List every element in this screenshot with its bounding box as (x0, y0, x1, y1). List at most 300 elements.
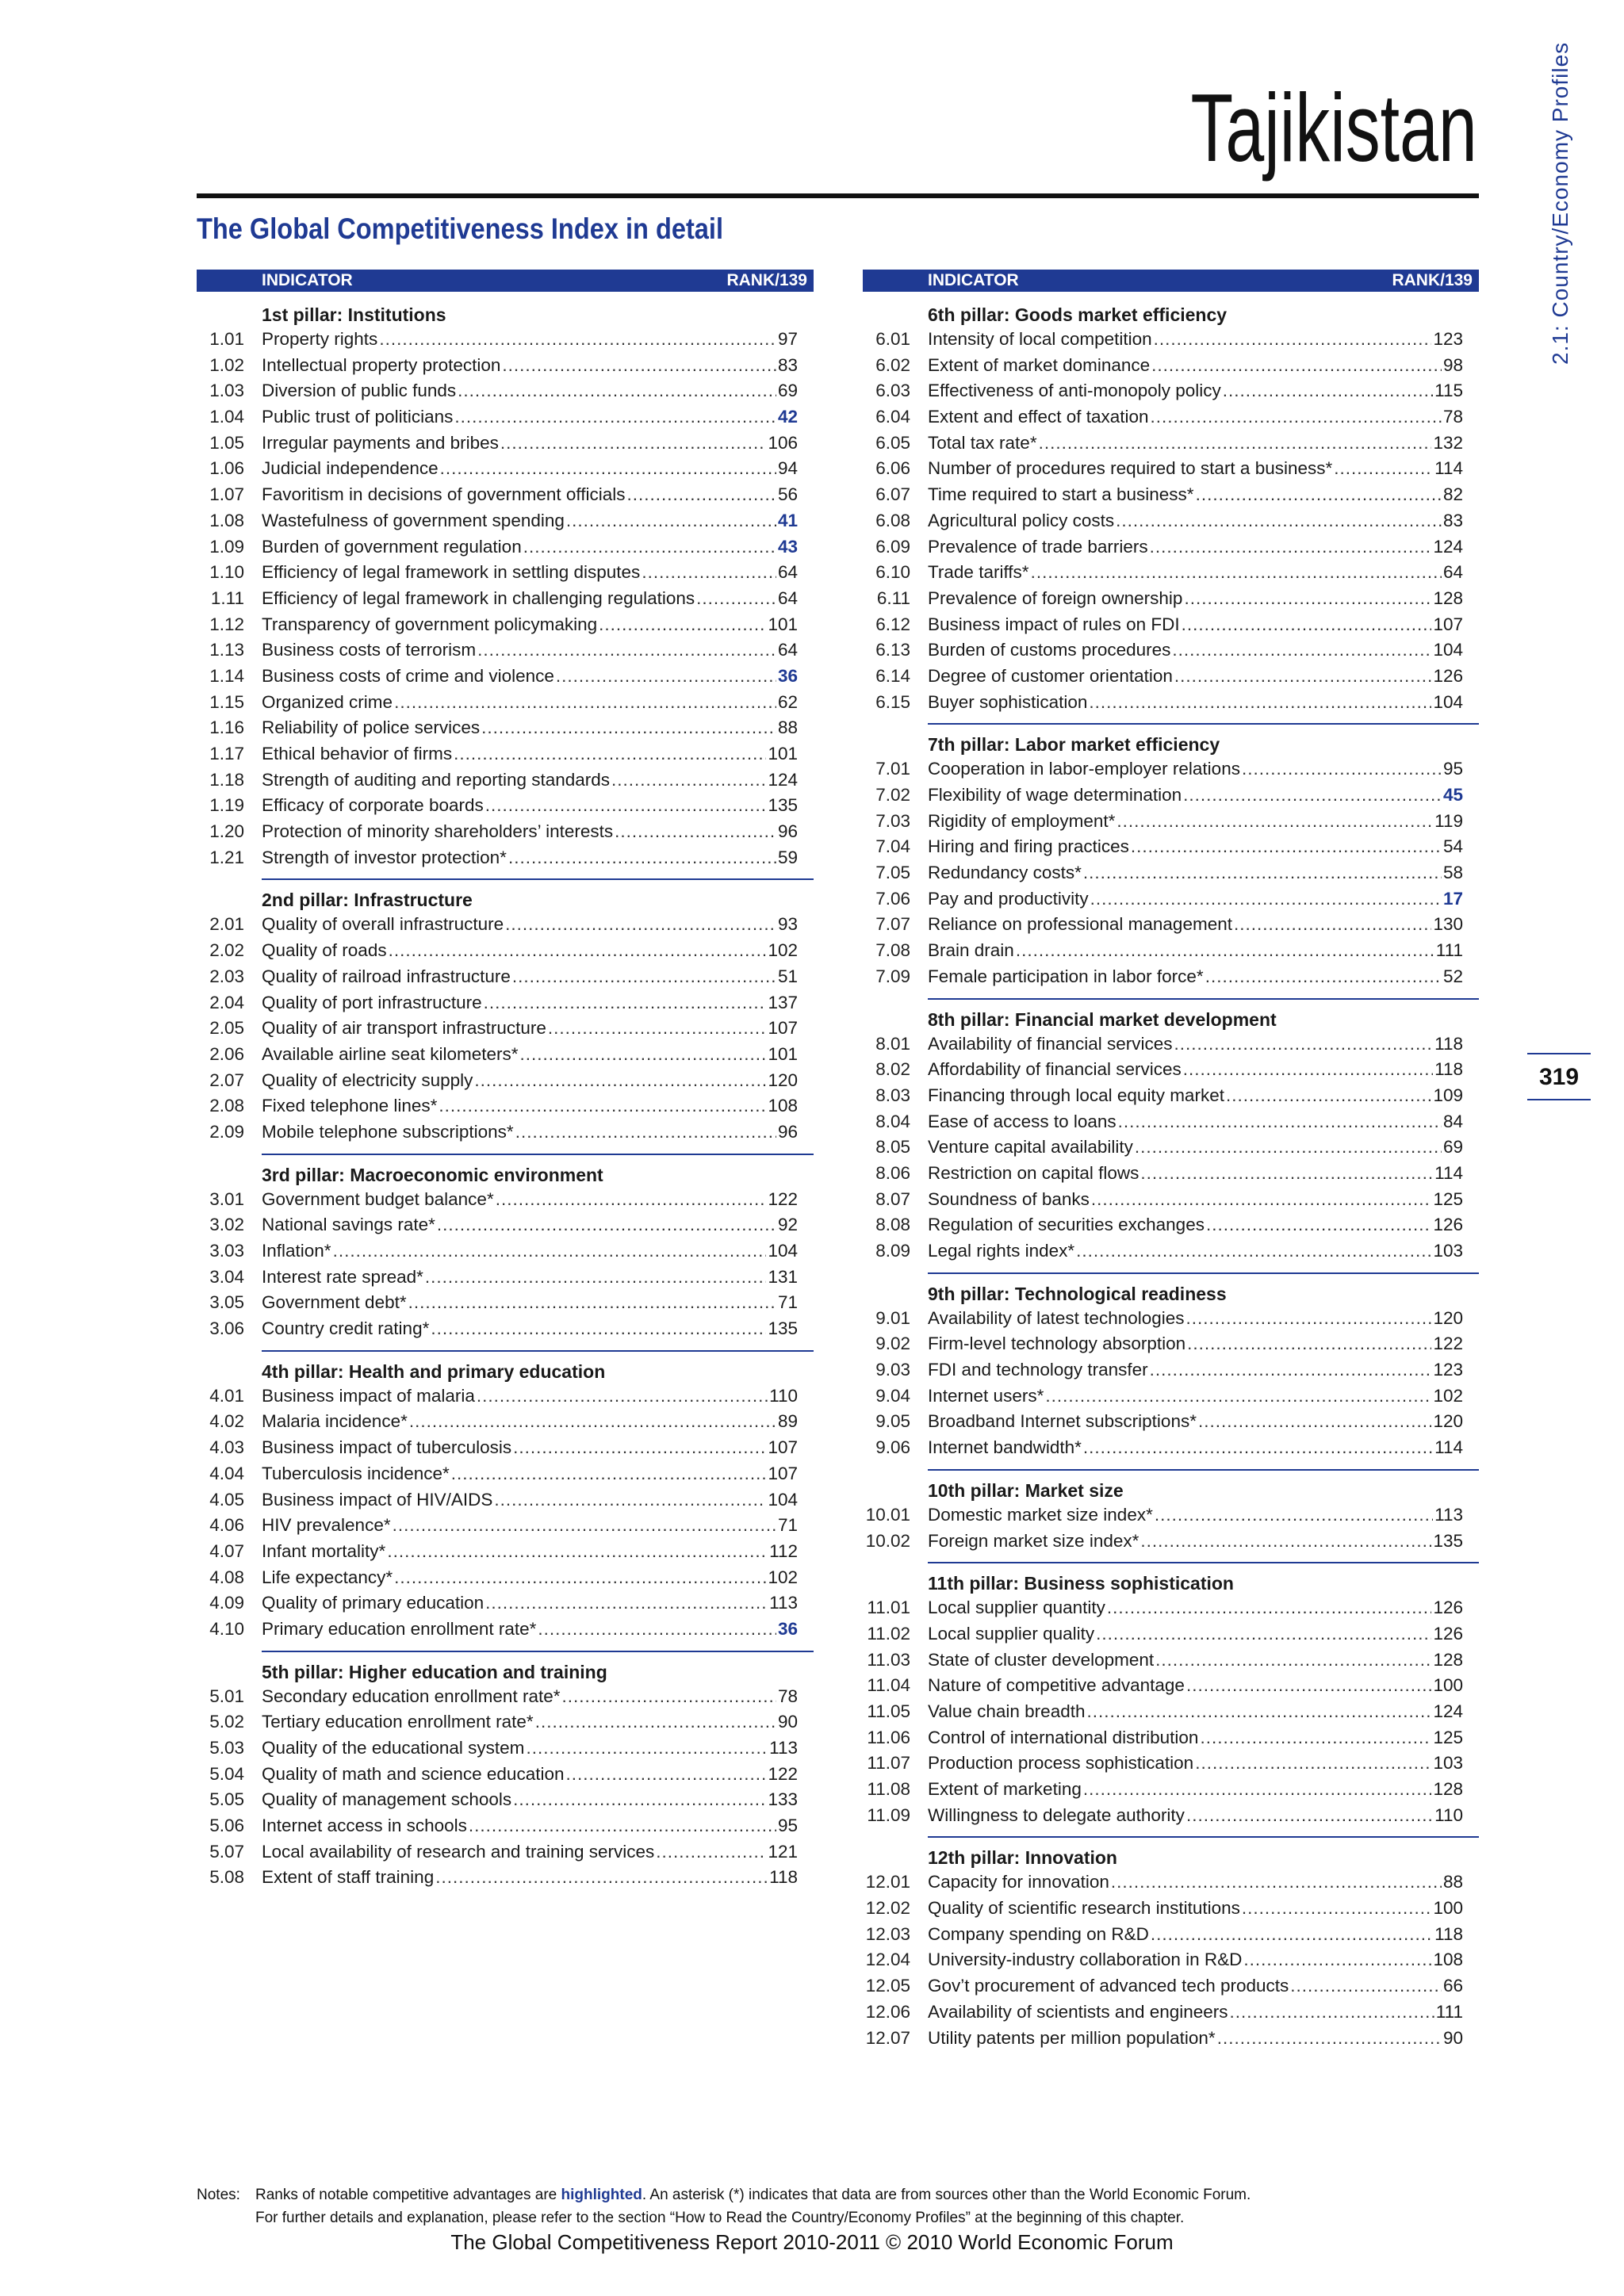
notes-text: . An asterisk (*) indicates that data are from sources other than the World Economic Forum. (642, 2187, 1251, 2203)
pillar-title: 10th pillar: Market size (928, 1479, 1124, 1501)
indicator-name: Quality of primary education (262, 1593, 485, 1613)
indicator-number: 9.01 (875, 1307, 910, 1328)
indicator-name: Availability of latest technologies (928, 1307, 1185, 1328)
indicator-name: Business impact of tuberculosis (262, 1437, 512, 1458)
indicator-name: Soundness of banks (928, 1188, 1090, 1209)
dot-leader (696, 586, 776, 612)
dot-leader (548, 1016, 767, 1042)
indicator-rank-highlighted: 17 (1442, 888, 1463, 909)
indicator-number: 1.13 (209, 640, 244, 660)
indicator-number: 1.16 (209, 718, 244, 738)
dot-leader (333, 1238, 767, 1265)
indicator-name: Infant mortality* (262, 1540, 386, 1561)
indicator-number: 7.04 (875, 836, 910, 857)
indicator-rank: 78 (1442, 407, 1463, 427)
pillar-section (867, 1562, 1479, 1828)
notes-label: Notes: (197, 2187, 240, 2203)
dot-leader (1116, 508, 1442, 534)
indicator-number: 2.02 (209, 940, 244, 961)
indicator-name: Domestic market size index* (928, 1504, 1153, 1525)
indicator-name: Extent of marketing (928, 1779, 1082, 1799)
indicator-rank: 51 (777, 966, 798, 986)
indicator-row (863, 1647, 1479, 1674)
indicator-name: Inflation* (262, 1241, 331, 1261)
indicator-rank: 113 (1434, 1504, 1463, 1525)
indicator-row (197, 845, 814, 871)
indicator-number: 1.05 (209, 432, 244, 453)
indicator-rank: 101 (768, 1043, 798, 1064)
indicator-number: 1.01 (209, 329, 244, 349)
pillar-title: 4th pillar: Health and primary education (262, 1360, 606, 1382)
indicator-number: 7.01 (875, 759, 910, 779)
indicator-number: 5.08 (209, 1867, 244, 1888)
dot-leader (538, 1617, 776, 1643)
indicator-row (863, 482, 1479, 508)
indicator-rank: 92 (777, 1215, 798, 1235)
indicator-rank: 120 (1433, 1307, 1463, 1328)
dot-leader (485, 1590, 768, 1617)
indicator-name: Foreign market size index* (928, 1530, 1139, 1551)
indicator-number: 1.18 (209, 769, 244, 790)
indicator-row (197, 793, 814, 819)
indicator-name: Country credit rating* (262, 1318, 430, 1339)
indicator-number: 1.11 (210, 587, 244, 608)
indicator-number: 8.02 (875, 1059, 910, 1080)
indicator-name: Quality of scientific research institutions (928, 1898, 1240, 1919)
dot-leader (1096, 1621, 1431, 1647)
indicator-rank: 103 (1433, 1241, 1463, 1261)
indicator-rank: 95 (1442, 759, 1463, 779)
indicator-name: Quality of electricity supply (262, 1070, 473, 1090)
indicator-rank: 64 (777, 562, 798, 583)
dot-leader (437, 1212, 776, 1238)
indicator-rank: 54 (1442, 836, 1463, 857)
indicator-rank-highlighted: 42 (777, 407, 798, 427)
dot-leader (627, 482, 776, 508)
indicator-rank: 93 (777, 914, 798, 935)
indicator-name: Reliability of police services (262, 718, 481, 738)
indicator-row (197, 1684, 814, 1710)
indicator-name: Irregular payments and bribes (262, 432, 499, 453)
dot-leader (393, 1513, 776, 1539)
indicator-rank: 78 (777, 1686, 798, 1706)
dot-leader (1135, 1135, 1442, 1161)
indicator-name: Quality of management schools (262, 1789, 512, 1810)
indicator-rank: 118 (1434, 1923, 1463, 1944)
indicator-name: Intensity of local competition (928, 329, 1152, 349)
indicator-number: 9.04 (875, 1385, 910, 1406)
indicator-name: Reliance on professional management (928, 914, 1232, 935)
dot-leader (1182, 612, 1432, 638)
indicator-number: 2.03 (209, 966, 244, 986)
indicator-rank: 122 (768, 1763, 798, 1784)
indicator-name: Internet access in schools (262, 1816, 467, 1836)
indicator-rank: 112 (769, 1540, 798, 1561)
indicator-name: Business costs of crime and violence (262, 665, 554, 686)
indicator-name: Government budget balance* (262, 1188, 494, 1209)
notes-line-1 (197, 2183, 1251, 2206)
indicator-row (863, 834, 1479, 860)
indicator-rank: 102 (768, 1567, 798, 1587)
indicator-name: Burden of customs procedures (928, 640, 1171, 660)
dot-leader (1226, 1083, 1432, 1109)
indicator-name: Venture capital availability (928, 1137, 1133, 1158)
indicator-rank: 118 (1434, 1059, 1463, 1080)
dot-leader (1183, 1057, 1433, 1083)
indicator-row (197, 456, 814, 482)
indicator-row (197, 353, 814, 379)
indicator-rank: 71 (777, 1515, 798, 1536)
indicator-row (197, 1042, 814, 1068)
indicator-rank: 133 (768, 1789, 798, 1810)
dot-leader (477, 1383, 768, 1410)
dot-leader (1186, 1306, 1432, 1332)
indicator-rank: 103 (1433, 1753, 1463, 1774)
page-number: 319 (1538, 1064, 1580, 1090)
indicator-row (863, 327, 1479, 353)
indicator-name: FDI and technology transfer (928, 1360, 1148, 1380)
indicator-name: Flexibility of wage determination (928, 785, 1182, 805)
indicator-row (863, 1896, 1479, 1922)
dot-leader (1140, 1529, 1431, 1555)
dot-leader (1217, 2026, 1442, 2052)
indicator-rank: 120 (1433, 1411, 1463, 1432)
indicator-name: Quality of roads (262, 940, 387, 961)
dot-leader (1206, 1212, 1431, 1238)
indicator-name: Time required to start a business* (928, 484, 1194, 505)
indicator-name: Mobile telephone subscriptions* (262, 1121, 514, 1142)
dot-leader (1195, 1751, 1431, 1777)
indicator-name: Local availability of research and training services (262, 1841, 655, 1862)
indicator-number: 8.06 (875, 1162, 910, 1183)
indicator-rank: 64 (1442, 562, 1463, 583)
right-column (863, 270, 1479, 2051)
dot-leader (408, 1290, 776, 1316)
indicator-name: Company spending on R&D (928, 1923, 1149, 1944)
indicator-number: 1.17 (209, 744, 244, 763)
country-title: Tajikistan (1190, 74, 1477, 182)
indicator-row (863, 964, 1479, 990)
indicator-rank: 121 (768, 1841, 798, 1862)
dot-leader (566, 508, 776, 534)
right-pillars (863, 303, 1479, 2051)
dot-leader (458, 378, 776, 404)
indicator-number: 6.08 (875, 510, 910, 530)
indicator-row (197, 1513, 814, 1539)
indicator-row (863, 612, 1479, 638)
indicator-number: 5.04 (209, 1763, 244, 1784)
indicator-name: Quality of the educational system (262, 1738, 525, 1758)
indicator-row (197, 1316, 814, 1342)
indicator-rank: 62 (777, 691, 798, 712)
indicator-rank: 108 (1433, 1950, 1463, 1970)
indicator-row (197, 1238, 814, 1265)
indicator-rank: 111 (1435, 940, 1463, 961)
indicator-rank-highlighted: 43 (777, 536, 798, 557)
indicator-rank: 110 (769, 1385, 798, 1406)
indicator-name: Pay and productivity (928, 888, 1089, 909)
indicator-name: Tertiary education enrollment rate* (262, 1712, 534, 1732)
indicator-name: Ease of access to loans (928, 1111, 1116, 1131)
dot-leader (1151, 404, 1442, 430)
indicator-rank: 101 (768, 614, 798, 634)
dot-leader (1045, 1383, 1431, 1410)
indicator-number: 4.05 (209, 1489, 244, 1510)
indicator-row (197, 819, 814, 845)
indicator-name: Extent of market dominance (928, 354, 1151, 375)
section-side-label: 2.1: Country/Economy Profiles (1548, 41, 1572, 365)
indicator-number: 1.08 (209, 510, 244, 530)
indicator-row (863, 690, 1479, 716)
pillar-section (209, 1651, 814, 1892)
indicator-number: 2.09 (209, 1121, 244, 1142)
dot-leader (1242, 1896, 1432, 1922)
indicator-rank-highlighted: 41 (777, 510, 798, 530)
indicator-name: Life expectancy* (262, 1567, 393, 1587)
dot-leader (508, 845, 776, 871)
indicator-row (863, 1238, 1479, 1265)
indicator-row (197, 637, 814, 664)
indicator-number: 1.19 (209, 795, 244, 816)
indicator-rank: 96 (777, 1121, 798, 1142)
indicator-row (863, 508, 1479, 534)
pillar-title: 9th pillar: Technological readiness (928, 1283, 1227, 1304)
indicator-row (863, 1803, 1479, 1829)
indicator-number: 11.09 (867, 1804, 910, 1825)
indicator-row (863, 353, 1479, 379)
indicator-name: Value chain breadth (928, 1701, 1086, 1721)
indicator-rank: 104 (1433, 640, 1463, 660)
indicator-name: State of cluster development (928, 1649, 1155, 1670)
pillar-title: 11th pillar: Business sophistication (928, 1573, 1234, 1594)
pillar-title: 3rd pillar: Macroeconomic environment (262, 1164, 603, 1185)
indicator-number: 7.08 (875, 940, 910, 961)
indicator-number: 12.05 (865, 1976, 910, 1996)
indicator-name: Business impact of rules on FDI (928, 614, 1180, 634)
indicator-row (197, 1617, 814, 1643)
indicator-number: 11.03 (867, 1649, 910, 1670)
indicator-rank: 130 (1433, 914, 1463, 935)
pillar-section (865, 1469, 1479, 1554)
indicator-rank: 97 (777, 329, 798, 349)
dot-leader (454, 404, 776, 430)
indicator-row (863, 1161, 1479, 1187)
footer: The Global Competitiveness Report 2010-2011 © 2010 World Economic Forum (450, 2230, 1174, 2254)
indicator-rank: 122 (768, 1188, 798, 1209)
indicator-number: 3.05 (209, 1292, 244, 1313)
indicator-row (197, 1865, 814, 1891)
indicator-number: 6.12 (875, 614, 910, 634)
indicator-row (197, 1461, 814, 1487)
dot-leader (502, 353, 776, 379)
indicator-name: Legal rights index* (928, 1241, 1075, 1261)
indicator-row (863, 1673, 1479, 1699)
dot-leader (1016, 938, 1434, 964)
indicator-name: Local supplier quality (928, 1623, 1095, 1644)
indicator-row (863, 886, 1479, 913)
indicator-name: Trade tariffs* (928, 562, 1029, 583)
dot-leader (484, 990, 767, 1016)
indicator-number: 3.01 (209, 1188, 244, 1209)
dot-leader (474, 1068, 766, 1094)
page-number-block (1527, 1053, 1591, 1100)
indicator-number: 2.04 (209, 992, 244, 1012)
dot-leader (512, 964, 776, 990)
indicator-row (197, 1409, 814, 1435)
dot-leader (1223, 378, 1433, 404)
indicator-rank: 135 (768, 1318, 798, 1339)
column-header (197, 270, 814, 292)
indicator-rank: 82 (1442, 484, 1463, 505)
pillar-section (209, 1154, 814, 1342)
indicator-name: Total tax rate* (928, 432, 1037, 453)
dot-leader (1086, 1699, 1431, 1725)
indicator-row (197, 664, 814, 690)
dot-leader (1151, 353, 1442, 379)
indicator-name: Efficacy of corporate boards (262, 795, 484, 816)
indicator-rank: 96 (777, 821, 798, 842)
indicator-row (863, 1947, 1479, 1973)
section-title: The Global Competitiveness Index in detail (197, 212, 724, 245)
dot-leader (1107, 1595, 1432, 1621)
dot-leader (1076, 1238, 1431, 1265)
indicator-row (863, 1725, 1479, 1751)
indicator-rank: 56 (777, 484, 798, 505)
indicator-rank: 124 (768, 769, 798, 790)
pillar-title: 5th pillar: Higher education and training (262, 1661, 607, 1682)
indicator-number: 3.02 (209, 1215, 244, 1235)
indicator-number: 10.02 (865, 1530, 910, 1551)
indicator-row (863, 1869, 1479, 1896)
indicator-row (863, 1621, 1479, 1647)
pillar-title: 8th pillar: Financial market development (928, 1008, 1277, 1030)
indicator-rank: 125 (1433, 1727, 1463, 1747)
indicator-rank: 90 (777, 1712, 798, 1732)
indicator-number: 5.06 (209, 1816, 244, 1836)
dot-leader (1116, 809, 1433, 835)
dot-leader (394, 690, 776, 716)
indicator-rank: 102 (1433, 1385, 1463, 1406)
indicator-row (197, 767, 814, 794)
indicator-rank: 104 (768, 1489, 798, 1510)
pillar-section (863, 303, 1479, 715)
indicator-row (197, 1119, 814, 1146)
pillar-section (209, 1350, 814, 1643)
indicator-rank: 52 (1442, 966, 1463, 986)
dot-leader (1200, 1725, 1431, 1751)
indicator-row (197, 404, 814, 430)
indicator-rank: 135 (768, 795, 798, 816)
dot-leader (1151, 1922, 1433, 1948)
indicator-rank: 122 (1433, 1334, 1463, 1354)
indicator-rank: 114 (1434, 458, 1463, 479)
dot-leader (439, 1093, 766, 1119)
indicator-rank: 109 (1433, 1085, 1463, 1105)
indicator-number: 7.05 (875, 863, 910, 883)
indicator-number: 6.07 (875, 484, 910, 505)
indicator-row (197, 1016, 814, 1042)
dot-leader (1230, 1999, 1434, 2026)
indicator-name: Tuberculosis incidence* (262, 1463, 450, 1483)
indicator-rank: 101 (768, 744, 798, 763)
dot-leader (1184, 586, 1431, 612)
indicator-rank: 113 (769, 1593, 798, 1613)
indicator-rank: 111 (1435, 2001, 1463, 2022)
indicator-rank: 110 (1434, 1804, 1463, 1825)
indicator-rank: 113 (769, 1738, 798, 1758)
indicator-name: Internet users* (928, 1385, 1044, 1406)
dot-leader (561, 1684, 776, 1710)
dot-leader (1140, 1161, 1433, 1187)
indicator-number: 11.08 (867, 1779, 910, 1799)
pillar-section (865, 1836, 1479, 2051)
indicator-number: 8.08 (875, 1215, 910, 1235)
indicator-name: Quality of math and science education (262, 1763, 565, 1784)
dot-leader (1111, 1869, 1442, 1896)
dot-leader (431, 1316, 766, 1342)
indicator-number: 5.03 (209, 1738, 244, 1758)
indicator-name: National savings rate* (262, 1215, 435, 1235)
indicator-number: 1.03 (209, 381, 244, 401)
dot-leader (485, 793, 767, 819)
pillar-section (875, 998, 1479, 1265)
indicator-name: Quality of overall infrastructure (262, 914, 504, 935)
indicator-row (863, 1922, 1479, 1948)
indicator-row (863, 2026, 1479, 2052)
indicator-row (863, 783, 1479, 809)
indicator-row (863, 1999, 1479, 2026)
indicator-number: 6.15 (875, 691, 910, 712)
indicator-row (863, 1529, 1479, 1555)
indicator-name: Willingness to delegate authority (928, 1804, 1185, 1825)
dot-leader (523, 534, 776, 561)
notes-highlight-word: highlighted (561, 2187, 642, 2203)
indicator-rank: 69 (1442, 1137, 1463, 1158)
dot-leader (379, 327, 776, 353)
indicator-name: Effectiveness of anti-monopoly policy (928, 381, 1221, 401)
indicator-rank: 83 (1442, 510, 1463, 530)
indicator-name: Interest rate spread* (262, 1266, 423, 1287)
indicator-name: Utility patents per million population* (928, 2027, 1216, 2048)
indicator-number: 8.05 (875, 1137, 910, 1158)
indicator-number: 6.03 (875, 381, 910, 401)
indicator-number: 4.02 (209, 1411, 244, 1432)
dot-leader (469, 1813, 776, 1839)
indicator-name: Hiring and firing practices (928, 836, 1129, 857)
dot-leader (435, 1865, 768, 1891)
pillar-title: 6th pillar: Goods market efficiency (928, 304, 1228, 325)
dot-leader (656, 1839, 766, 1866)
indicator-name: Buyer sophistication (928, 691, 1088, 712)
indicator-row (863, 1383, 1479, 1410)
indicator-rank: 64 (777, 587, 798, 608)
indicator-name: University-industry collaboration in R&D (928, 1950, 1243, 1970)
indicator-number: 3.03 (209, 1241, 244, 1261)
indicator-number: 7.06 (875, 888, 910, 909)
indicator-row (863, 1409, 1479, 1435)
indicator-rank: 120 (768, 1070, 798, 1090)
dot-leader (440, 456, 776, 482)
indicator-rank: 90 (1442, 2027, 1463, 2048)
indicator-row (197, 430, 814, 457)
indicator-name: Production process sophistication (928, 1753, 1194, 1774)
dot-leader (451, 1461, 767, 1487)
indicator-name: Quality of air transport infrastructure (262, 1018, 546, 1039)
indicator-row (863, 1595, 1479, 1621)
indicator-rank: 114 (1434, 1162, 1463, 1183)
indicator-row (863, 1331, 1479, 1357)
indicator-name: Malaria incidence* (262, 1411, 408, 1432)
